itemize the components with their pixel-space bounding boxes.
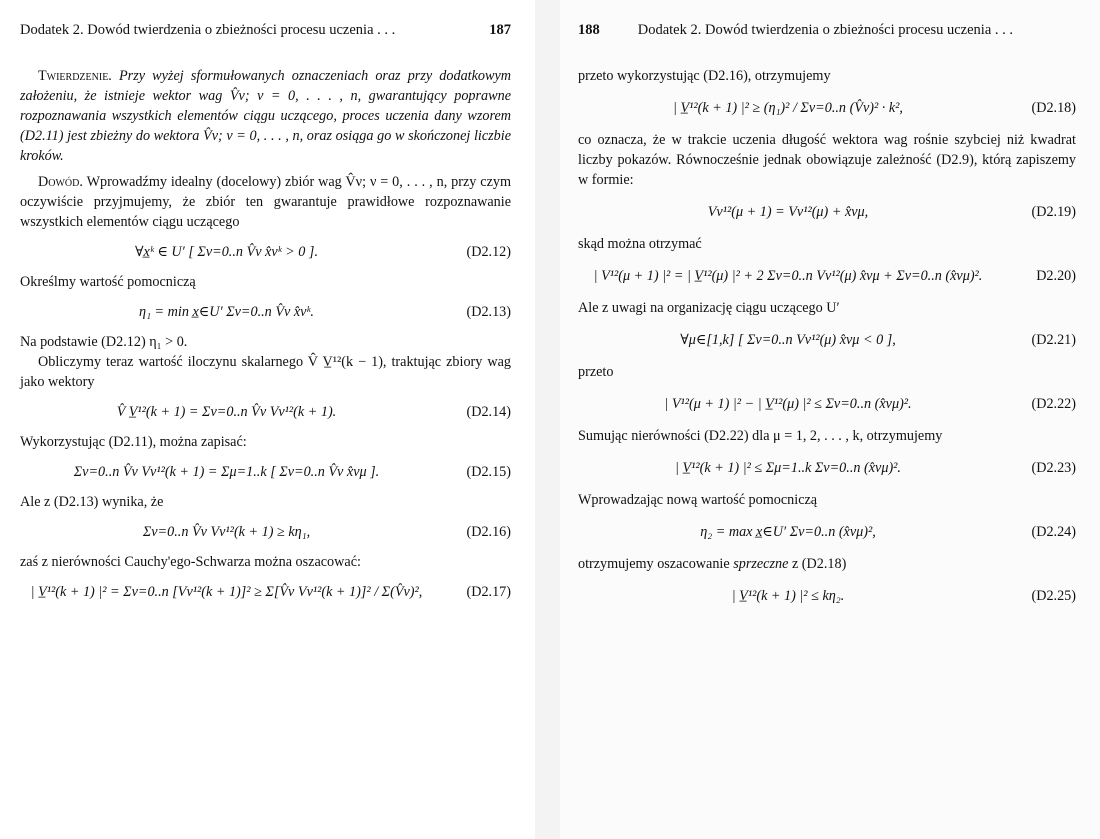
equation-number: (D2.14) <box>466 404 511 420</box>
equation-formula: | V¹²(μ + 1) |² − | V̲¹²(μ) |² ≤ Σν=0..n (x̂νμ)². <box>664 396 912 412</box>
equation-number: (D2.15) <box>466 464 511 480</box>
paragraph-whence: skąd można otrzymać <box>578 236 702 252</box>
equation-d221 <box>578 330 1076 350</box>
book-gutter <box>535 0 560 839</box>
proof-paragraph <box>20 172 511 232</box>
paragraph-define: Określmy wartość pomocniczą <box>20 274 196 290</box>
paragraph-summing: Sumując nierówności (D2.22) dla μ = 1, 2, . . . , k, otrzymujemy <box>578 428 943 444</box>
proof-text: Wprowadźmy idealny (docelowy) zbiór wag V̂ν; ν = 0, . . . , n, przy czym oczywiście przyjmujemy, że zbiór ten gwarantuje prawidłowe rozpoznawanie wszystkich elementów ciągu uczącego <box>20 174 511 230</box>
equation-formula: ∀x̲ᵏ ∈ U′ [ Σν=0..n V̂ν x̂νᵏ > 0 ]. <box>134 244 318 260</box>
equation-formula: η₂ = max x̲∈U′ Σν=0..n (x̂νμ)², <box>700 524 876 540</box>
equation-formula: Vν¹²(μ + 1) = Vν¹²(μ) + x̂νμ, <box>707 204 869 220</box>
page-number: 188 <box>578 22 600 38</box>
obtain-text-italic: sprzeczne <box>733 556 789 572</box>
equation-formula: | V̲¹²(k + 1) |² ≤ kη₂. <box>731 588 845 604</box>
header-title: Dodatek 2. Dowód twierdzenia o zbieżności procesu uczenia . . . <box>637 22 1014 38</box>
equation-formula: V̂ V̲¹²(k + 1) = Σν=0..n V̂ν Vν¹²(k + 1). <box>116 404 337 420</box>
equation-formula: Σν=0..n V̂ν Vν¹²(k + 1) = Σμ=1..k [ Σν=0..n V̂ν x̂νμ ]. <box>73 464 380 480</box>
theorem-text: Przy wyżej sformułowanych oznaczeniach oraz przy dodatkowym założeniu, że istnieje wektor wag V̂ν; ν = 0, . . . , n, gwarantujący poprawne rozpoznawania wszystkich elementów ciągu uczącego, proces uczenia dany wzorem (D2.11) jest zbieżny do wektora V̂ν; ν = 0, . . . , n, oraz osiąga go w skończonej liczbie kroków. <box>20 68 512 164</box>
equation-number: D2.20) <box>1036 268 1076 284</box>
equation-d222 <box>578 394 1076 414</box>
paragraph-basis: Na podstawie (D2.12) η₁ > 0. <box>20 334 188 350</box>
paragraph-introduce: Wprowadzając nową wartość pomocniczą <box>578 492 818 508</box>
page-header <box>20 20 511 40</box>
paragraph-therefore: przeto <box>578 364 614 380</box>
equation-number: (D2.18) <box>1031 100 1076 116</box>
equation-d218 <box>578 98 1076 118</box>
equation-number: (D2.17) <box>466 584 511 600</box>
equation-d212 <box>20 242 511 262</box>
equation-formula: η₁ = min x̲∈U′ Σν=0..n V̂ν x̂νᵏ. <box>139 304 314 320</box>
obtain-text-post: z (D2.18) <box>791 556 847 572</box>
paragraph-obtain <box>578 554 1076 574</box>
paragraph-cauchy: zaś z nierówności Cauchy'ego-Schwarza można oszacować: <box>20 554 361 570</box>
equation-formula: | V̲¹²(k + 1) |² = Σν=0..n [Vν¹²(k + 1)]² ≥ Σ[V̂ν Vν¹²(k + 1)]² / Σ(V̂ν)², <box>30 584 423 600</box>
equation-d213 <box>20 302 511 322</box>
theorem <box>20 66 511 166</box>
equation-d219 <box>578 202 1076 222</box>
equation-number: (D2.24) <box>1031 524 1076 540</box>
left-page <box>0 0 535 839</box>
equation-number: (D2.22) <box>1031 396 1076 412</box>
equation-number: (D2.19) <box>1031 204 1076 220</box>
obtain-text-pre: otrzymujemy oszacowanie <box>578 556 730 572</box>
equation-d223 <box>578 458 1076 478</box>
paragraph-using: Wykorzystując (D2.11), można zapisać: <box>20 434 247 450</box>
header-title: Dodatek 2. Dowód twierdzenia o zbieżności procesu uczenia . . . <box>20 22 396 38</box>
equation-number: (D2.13) <box>466 304 511 320</box>
paragraph-hence: przeto wykorzystując (D2.16), otrzymujemy <box>578 68 831 84</box>
equation-d220 <box>578 266 1076 286</box>
equation-number: (D2.12) <box>466 244 511 260</box>
paragraph-but: Ale z uwagi na organizację ciągu uczącego U′ <box>578 300 840 316</box>
equation-formula: | V¹²(μ + 1) |² = | V̲¹²(μ) |² + 2 Σν=0..n Vν¹²(μ) x̂νμ + Σν=0..n (x̂νμ)². <box>593 268 983 284</box>
paragraph-compute: Obliczymy teraz wartość iloczynu skalarnego V̂ V̲¹²(k − 1), traktując zbiory wag jako wektory <box>20 354 511 390</box>
paragraph-meaning: co oznacza, że w trakcie uczenia długość wektora wag rośnie szybciej niż kwadrat liczby pokazów. Równocześnie jednak obowiązuje zależność (D2.9), którą zapiszemy w formie: <box>578 132 1076 188</box>
equation-d217 <box>20 582 511 602</box>
equation-d216 <box>20 522 511 542</box>
equation-formula: | V̲¹²(k + 1) |² ≥ (η₁)² / Σν=0..n (V̂ν)² · k², <box>673 100 903 116</box>
equation-formula: ∀μ∈[1,k] [ Σν=0..n Vν¹²(μ) x̂νμ < 0 ], <box>680 332 896 348</box>
equation-d215 <box>20 462 511 482</box>
equation-d214 <box>20 402 511 422</box>
right-page <box>560 0 1100 839</box>
equation-number: (D2.25) <box>1031 588 1076 604</box>
equation-number: (D2.23) <box>1031 460 1076 476</box>
proof-label: Dowód. <box>38 174 83 190</box>
theorem-label: Twierdzenie. <box>38 68 112 84</box>
equation-d224 <box>578 522 1076 542</box>
equation-d225 <box>578 586 1076 606</box>
page-header <box>578 20 1076 40</box>
equation-formula: | V̲¹²(k + 1) |² ≤ Σμ=1..k Σν=0..n (x̂νμ)². <box>675 460 901 476</box>
page-number: 187 <box>489 22 511 38</box>
paragraph-from: Ale z (D2.13) wynika, że <box>20 494 164 510</box>
equation-formula: Σν=0..n V̂ν Vν¹²(k + 1) ≥ kη₁, <box>142 524 311 540</box>
equation-number: (D2.21) <box>1031 332 1076 348</box>
equation-number: (D2.16) <box>466 524 511 540</box>
